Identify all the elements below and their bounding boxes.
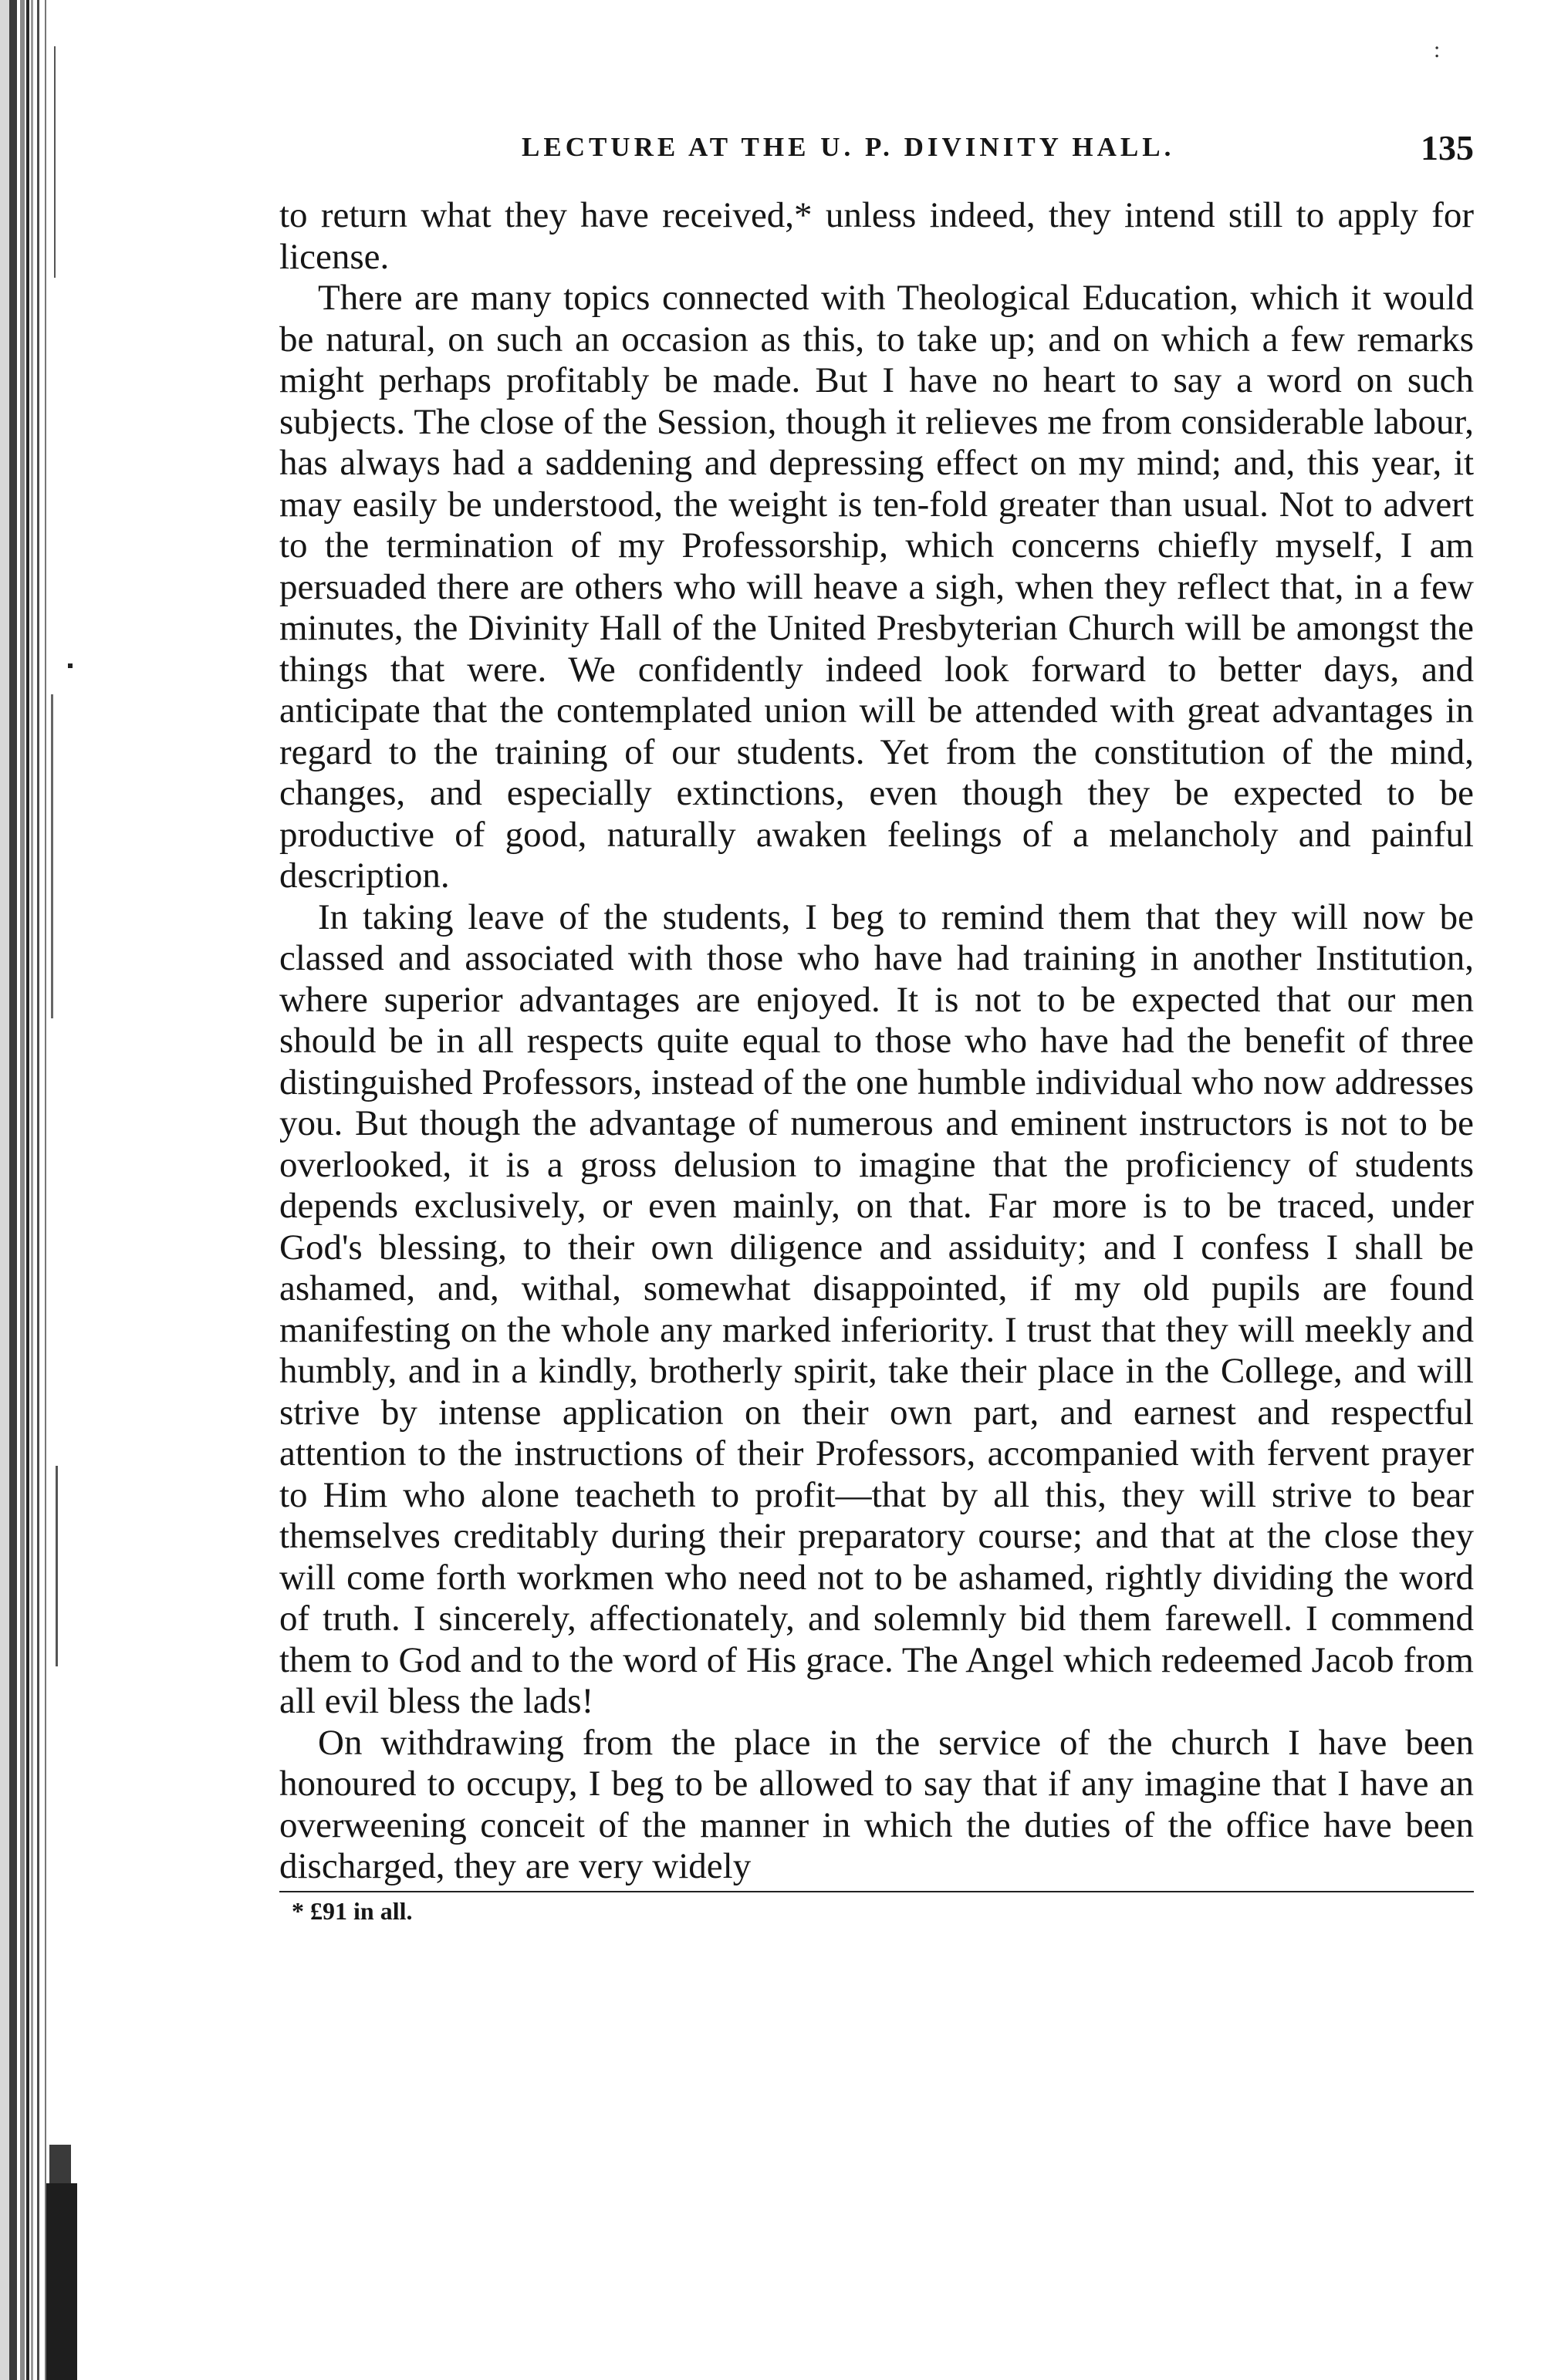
footnote-rule bbox=[279, 1891, 1474, 1892]
paragraph: In taking leave of the students, I beg to remind them that they will now be classed and associated with those who have had training in another Institution, where superior advantages are enjoyed. It is not to be expected that our men should be in all respects quite equal to those who have had the benefit of three distinguished Professors, instead of the one humble individual who now addresses you. But though the advantage of numerous and eminent instructors is not to be overlooked, it is a gross delusion to imagine that the proficiency of students depends exclusively, or even mainly, on that. Far more is to be traced, under God's blessing, to their own diligence and assiduity; and I confess I shall be ashamed, and, withal, somewhat disappointed, if my old pupils are found manifesting on the whole any marked inferiority. I trust that they will meekly and humbly, and in a kindly, brotherly spirit, take their place in the College, and will strive by intense application on their own part, and earnest and respectful attention to the instructions of their Professors, accompanied with fervent prayer to Him who alone teacheth to profit—that by all this, they will strive to bear themselves creditably during their preparatory course; and that at the close they will come forth workmen who need not to be ashamed, rightly dividing the word of truth. I sincerely, affectionately, and solemnly bid them farewell. I commend them to God and to the word of His grace. The Angel which redeemed Jacob from all evil bless the lads! bbox=[279, 896, 1474, 1721]
page-number: 135 bbox=[1421, 128, 1474, 167]
book-page bbox=[279, 127, 1474, 1926]
footnote: * £91 in all. bbox=[292, 1896, 413, 1925]
paragraph: There are many topics connected with Theological Education, which it would be natural, on such an occasion as this, to take up; and on which a few remarks might perhaps profitably be made. But I have no heart to say a word on such subjects. The close of the Session, though it relieves me from considerable labour, has always had a saddening and depressing effect on my mind; and, this year, it may easily be understood, the weight is ten-fold greater than usual. Not to advert to the termination of my Professorship, which concerns chiefly myself, I am persuaded there are others who will heave a sigh, when they reflect that, in a few minutes, the Divinity Hall of the United Presbyterian Church will be amongst the things that were. We confidently indeed look forward to better days, and anticipate that the contemplated union will be attended with great advantages in regard to the training of our students. Yet from the constitution of the mind, changes, and especially extinctions, even though they be expected to be productive of good, naturally awaken feelings of a melancholy and painful description. bbox=[279, 278, 1474, 896]
running-title: LECTURE AT THE U. P. DIVINITY HALL. bbox=[522, 132, 1175, 162]
paragraph: On withdrawing from the place in the service of the church I have been honoured to occupy, I beg to be allowed to say that if any imagine that I have an overweening conceit of the manner in which the duties of the office have been discharged, they are very widely bbox=[279, 1722, 1474, 1886]
scanned-binding-edge bbox=[0, 0, 116, 2380]
body-text bbox=[279, 195, 1474, 1888]
running-head bbox=[279, 127, 1474, 174]
paragraph-continued: to return what they have received,* unless indeed, they intend still to apply for license. bbox=[279, 195, 1474, 277]
corner-speck-mark: : bbox=[1434, 37, 1441, 62]
